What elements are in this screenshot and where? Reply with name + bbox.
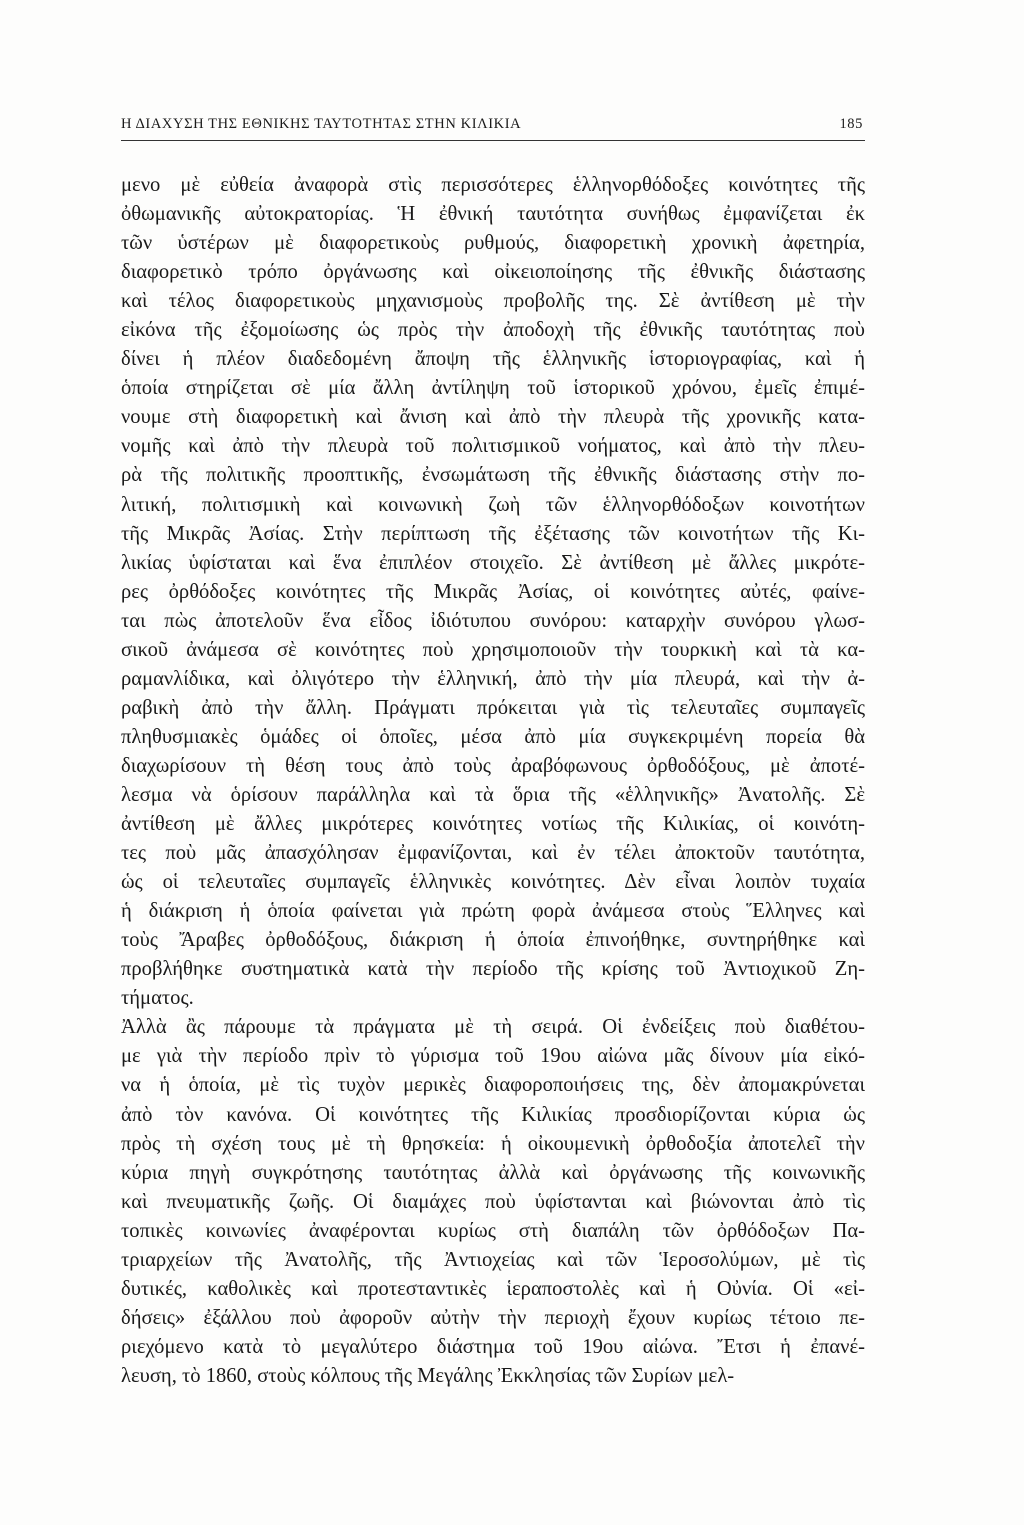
text-line: πρὸς τὴ σχέση τους μὲ τὴ θρησκεία: ἡ οἰκουμενικὴ ὀρθοδοξία ἀποτελεῖ τὴν (121, 1132, 865, 1155)
text-line: λεσμα νὰ ὁρίσουν παράλληλα καὶ τὰ ὅρια τῆς «ἑλληνικῆς» Ἀνατολῆς. Σὲ (121, 783, 865, 806)
text-line: ὀθωμανικῆς αὐτοκρατορίας. Ἡ ἐθνική ταυτότητα συνήθως ἐμφανίζεται ἐκ (121, 203, 865, 226)
text-line: ται πὼς ἀποτελοῦν ἕνα εἶδος ἰδιότυπου συνόρου: καταρχὴν συνόρου γλωσ- (121, 609, 865, 632)
text-line: τριαρχείων τῆς Ἀνατολῆς, τῆς Ἀντιοχείας καὶ τῶν Ἱεροσολύμων, μὲ τὶς (121, 1248, 865, 1271)
text-line: νομῆς καὶ ἀπὸ τὴν πλευρὰ τοῦ πολιτισμικοῦ νοήματος, καὶ ἀπὸ τὴν πλευ- (121, 435, 865, 458)
text-line: με γιὰ τὴν περίοδο πρὶν τὸ γύρισμα τοῦ 19ου αἰώνα μᾶς δίνουν μία εἰκό- (121, 1045, 865, 1068)
text-line: Ἀλλὰ ἂς πάρουμε τὰ πράγματα μὲ τὴ σειρά. Οἱ ἐνδείξεις ποὺ διαθέτου- (121, 1016, 865, 1039)
text-line: καὶ τέλος διαφορετικοὺς μηχανισμοὺς προβολῆς της. Σὲ ἀντίθεση μὲ τὴν (121, 290, 865, 313)
text-line: τῆς Μικρᾶς Ἀσίας. Στὴν περίπτωση τῆς ἐξέτασης τῶν κοινοτήτων τῆς Κι- (121, 522, 865, 545)
text-line: ρες ὀρθόδοξες κοινότητες τῆς Μικρᾶς Ἀσίας, οἱ κοινότητες αὐτές, φαίνε- (121, 580, 865, 603)
text-line: κύρια πηγὴ συγκρότησης ταυτότητας ἀλλὰ καὶ ὀργάνωσης τῆς κοινωνικῆς (121, 1161, 865, 1184)
text-line: ἡ διάκριση ἡ ὁποία φαίνεται γιὰ πρώτη φορὰ ἀνάμεσα στοὺς Ἕλληνες καὶ (121, 900, 865, 923)
text-line: καὶ πνευματικῆς ζωῆς. Οἱ διαμάχες ποὺ ὑφίστανται καὶ βιώνονται ἀπὸ τὶς (121, 1190, 865, 1213)
text-line: δίνει ἡ πλέον διαδεδομένη ἄποψη τῆς ἑλληνικῆς ἱστοριογραφίας, καὶ ἡ (121, 348, 865, 371)
text-line: πληθυσμιακὲς ὁμάδες οἱ ὁποῖες, μέσα ἀπὸ μία συγκεκριμένη πορεία θὰ (121, 725, 865, 748)
page-number: 185 (839, 116, 863, 132)
text-line: διαχωρίσουν τὴ θέση τους ἀπὸ τοὺς ἀραβόφωνους ὀρθοδόξους, μὲ ἀποτέ- (121, 754, 865, 777)
text-line: τοὺς Ἄραβες ὀρθοδόξους, διάκριση ἡ ὁποία ἐπινοήθηκε, συντηρήθηκε καὶ (121, 929, 865, 952)
text-line: προβλήθηκε συστηματικὰ κατὰ τὴν περίοδο τῆς κρίσης τοῦ Ἀντιοχικοῦ Ζη- (121, 958, 865, 981)
paragraph-2 (121, 1013, 865, 1391)
text-line: τοπικὲς κοινωνίες ἀναφέρονται κυρίως στὴ διαπάλη τῶν ὀρθόδοξων Πα- (121, 1219, 865, 1242)
text-line: ριεχόμενο κατὰ τὸ μεγαλύτερο διάστημα τοῦ 19ου αἰώνα. Ἔτσι ἡ ἐπανέ- (121, 1335, 865, 1358)
text-line: λευση, τὸ 1860, στοὺς κόλπους τῆς Μεγάλης Ἐκκλησίας τῶν Συρίων μελ- (121, 1364, 735, 1387)
text-line: τῶν ὑστέρων μὲ διαφορετικοὺς ρυθμούς, διαφορετικὴ χρονικὴ ἀφετηρία, (121, 232, 865, 255)
text-line: ὡς οἱ τελευταῖες συμπαγεῖς ἑλληνικὲς κοινότητες. Δὲν εἶναι λοιπὸν τυχαία (121, 871, 865, 894)
text-line: ἀντίθεση μὲ ἄλλες μικρότερες κοινότητες νοτίως τῆς Κιλικίας, οἱ κοινότη- (121, 813, 865, 836)
text-line: ραμανλίδικα, καὶ ὀλιγότερο τὴν ἑλληνική, ἀπὸ τὴν μία πλευρά, καὶ τὴν ἀ- (121, 667, 865, 690)
text-line: δυτικές, καθολικὲς καὶ προτεσταντικὲς ἱεραποστολὲς καὶ ἡ Οὐνία. Οἱ «εἰ- (121, 1277, 865, 1300)
text-line: ἀπὸ τὸν κανόνα. Οἱ κοινότητες τῆς Κιλικίας προσδιορίζονται κύρια ὡς (121, 1103, 865, 1126)
text-line: μενο μὲ εὐθεία ἀναφορὰ στὶς περισσότερες ἑλληνορθόδοξες κοινότητες τῆς (121, 174, 865, 196)
text-line: δήσεις» ἐξάλλου ποὺ ἀφοροῦν αὐτὴν τὴν περιοχὴ ἔχουν κυρίως τέτοιο πε- (121, 1306, 865, 1329)
text-line: λικίας ὑφίσταται καὶ ἕνα ἐπιπλέον στοιχεῖο. Σὲ ἀντίθεση μὲ ἄλλες μικρότε- (121, 551, 865, 574)
text-line: τες ποὺ μᾶς ἀπασχόλησαν ἐμφανίζονται, καὶ ἐν τέλει ἀποκτοῦν ταυτότητα, (121, 842, 865, 865)
text-line: τήματος. (121, 987, 194, 1010)
text-line: ὁποία στηρίζεται σὲ μία ἄλλη ἀντίληψη τοῦ ἱστορικοῦ χρόνου, ἐμεῖς ἐπιμέ- (121, 377, 865, 400)
text-line: νουμε στὴ διαφορετικὴ καὶ ἄνιση καὶ ἀπὸ τὴν πλευρὰ τῆς χρονικῆς κατα- (121, 406, 865, 429)
text-line: να ἡ ὁποία, μὲ τὶς τυχὸν μερικὲς διαφοροποιήσεις της, δὲν ἀπομακρύνεται (121, 1074, 865, 1097)
paragraph-1 (121, 171, 865, 1013)
text-line: ρὰ τῆς πολιτικῆς προοπτικῆς, ἐνσωμάτωση τῆς ἐθνικῆς διάστασης στὴν πο- (121, 464, 865, 487)
text-line: εἰκόνα τῆς ἐξομοίωσης ὡς πρὸς τὴν ἀποδοχὴ τῆς ἐθνικῆς ταυτότητας ποὺ (121, 319, 865, 342)
text-line: σικοῦ ἀνάμεσα σὲ κοινότητες ποὺ χρησιμοποιοῦν τὴν τουρκικὴ καὶ τὰ κα- (121, 638, 865, 661)
text-line: διαφορετικὸ τρόπο ὀργάνωσης καὶ οἰκειοποίησης τῆς ἐθνικῆς διάστασης (121, 261, 865, 284)
body-text (121, 171, 865, 1391)
text-line: λιτική, πολιτισμικὴ καὶ κοινωνικὴ ζωὴ τῶν ἑλληνορθόδοξων κοινοτήτων (121, 493, 865, 516)
running-head (121, 116, 865, 141)
text-line: ραβικὴ ἀπὸ τὴν ἄλλη. Πράγματι πρόκειται γιὰ τὶς τελευταῖες συμπαγεῖς (121, 696, 865, 719)
running-title: Η ΔΙΑΧΥΣΗ ΤΗΣ ΕΘΝΙΚΗΣ ΤΑΥΤΟΤΗΤΑΣ ΣΤΗΝ ΚΙΛΙΚΙΑ (121, 116, 522, 132)
